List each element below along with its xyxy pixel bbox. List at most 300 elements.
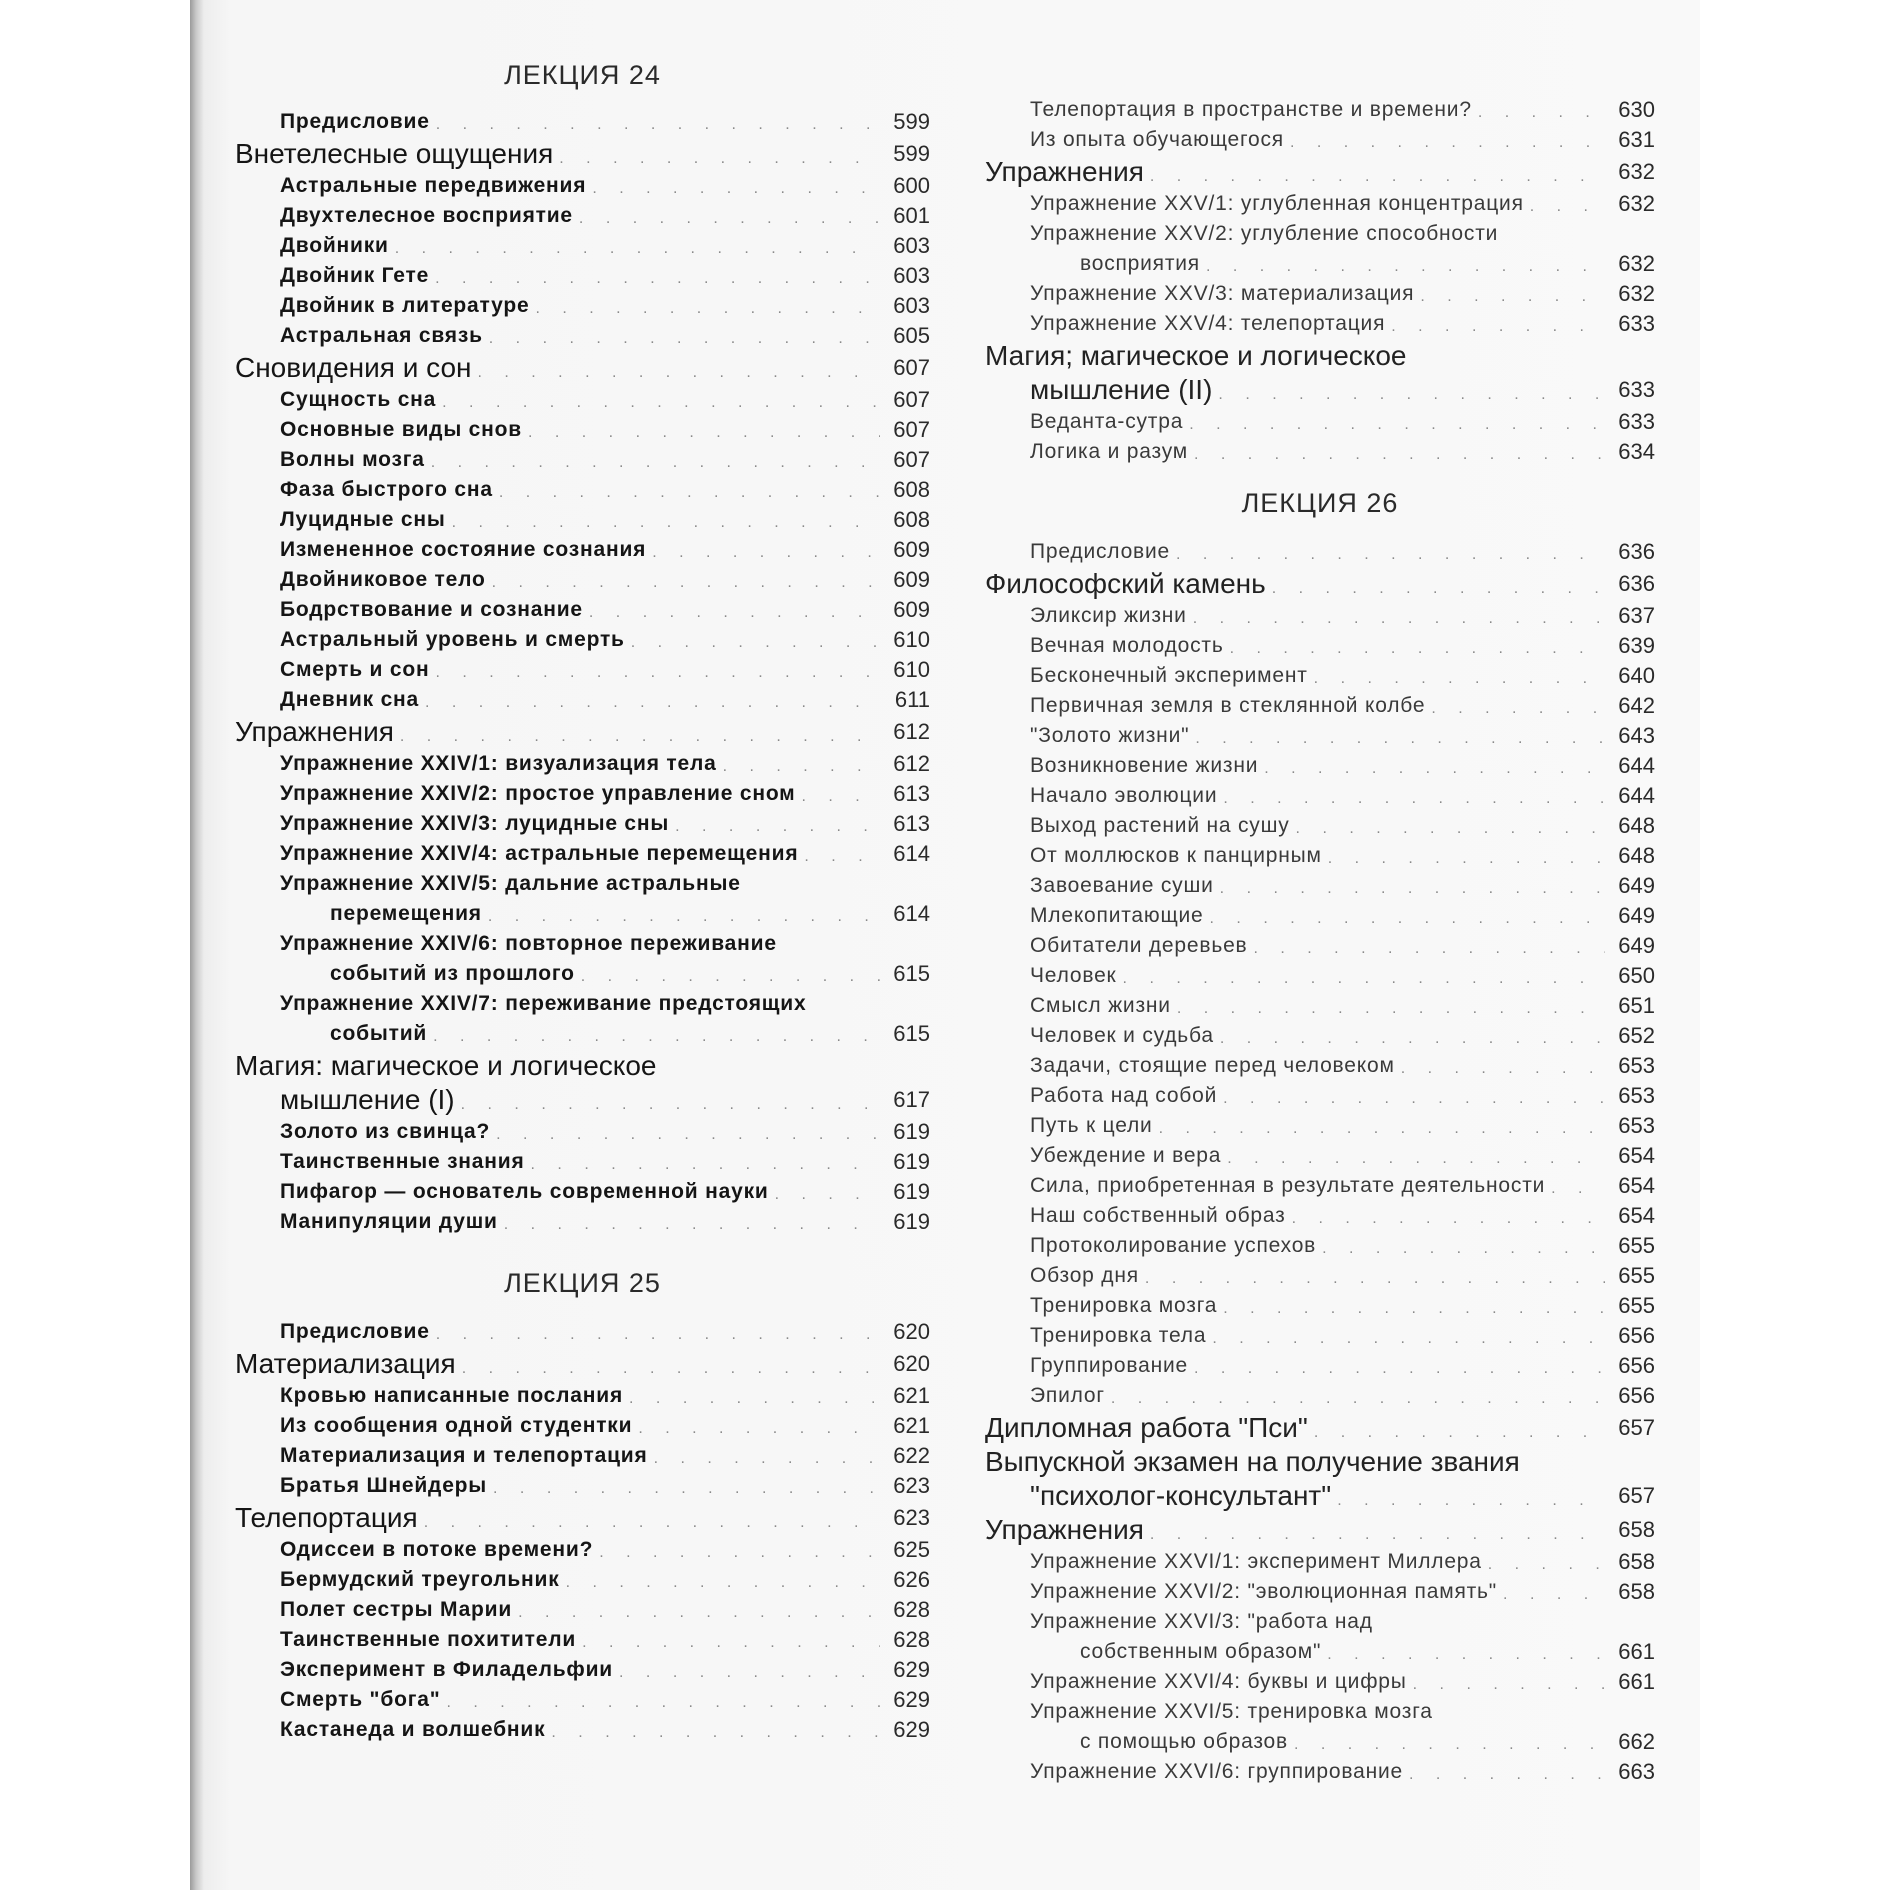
section-title: Дипломная работа "Пси" [985, 1412, 1308, 1443]
subsection-title: Материализация и телепортация [280, 1444, 648, 1467]
toc-entry[interactable] [235, 505, 930, 535]
dot-leader [435, 267, 880, 291]
page-number: 621 [893, 1383, 930, 1408]
subsection-title: Двойник в литературе [280, 294, 530, 317]
dot-leader [592, 177, 880, 201]
page-number: 658 [1618, 1549, 1655, 1574]
toc-entry[interactable] [235, 171, 930, 201]
dot-leader [452, 511, 880, 535]
dot-leader [723, 755, 880, 779]
page-number: 625 [893, 1537, 930, 1562]
dot-leader [496, 1123, 880, 1147]
subsection-title: Кровью написанные послания [280, 1384, 624, 1407]
toc-entry[interactable] [985, 811, 1655, 841]
page-number: 630 [1618, 97, 1655, 122]
page-number: 653 [1618, 1053, 1655, 1078]
toc-entry[interactable] [235, 1441, 930, 1471]
dot-leader [1159, 1117, 1605, 1141]
page-number: 599 [893, 141, 930, 166]
dot-leader [654, 1447, 880, 1471]
dot-leader [1420, 285, 1605, 309]
dot-leader [551, 1721, 880, 1745]
dot-leader [1431, 697, 1605, 721]
toc-entry-line [985, 339, 1655, 373]
page-number: 636 [1618, 571, 1655, 596]
dot-leader [1230, 637, 1605, 661]
subsection-title: Упражнение XXIV/3: луцидные сны [280, 812, 670, 835]
page-number: 603 [893, 263, 930, 288]
dot-leader [1194, 1357, 1605, 1381]
dot-leader [1150, 165, 1605, 189]
toc-entry[interactable] [235, 1019, 930, 1049]
toc-entry[interactable] [235, 1083, 930, 1117]
dot-leader [1327, 1643, 1605, 1667]
dot-leader [1314, 667, 1605, 691]
subsection-title: Логика и разум [1030, 440, 1188, 463]
page-number: 649 [1618, 873, 1655, 898]
dot-leader [528, 421, 880, 445]
dot-leader [581, 965, 880, 989]
toc-entry[interactable] [985, 931, 1655, 961]
toc-entry[interactable] [985, 279, 1655, 309]
page-number: 603 [893, 293, 930, 318]
page-number: 633 [1618, 409, 1655, 434]
page-number: 663 [1618, 1759, 1655, 1784]
subsection-title: Таинственные знания [280, 1150, 525, 1173]
page-number: 658 [1618, 1517, 1655, 1542]
toc-entry[interactable] [985, 189, 1655, 219]
subsection-title: Предисловие [280, 1320, 430, 1343]
dot-leader [1401, 1057, 1605, 1081]
subsection-title: Возникновение жизни [1030, 754, 1259, 777]
page-number: 612 [893, 751, 930, 776]
subsection-title: Таинственные похитители [280, 1628, 577, 1651]
dot-leader [400, 725, 880, 749]
toc-entry[interactable] [235, 1471, 930, 1501]
toc-entry[interactable] [985, 537, 1655, 567]
toc-entry[interactable] [235, 899, 930, 929]
page-number: 623 [893, 1473, 930, 1498]
toc-entry[interactable] [235, 1565, 930, 1595]
page-number: 661 [1618, 1639, 1655, 1664]
page-number: 636 [1618, 539, 1655, 564]
subsection-title: От моллюсков к панцирным [1030, 844, 1322, 867]
toc-entry[interactable] [235, 415, 930, 445]
subsection-title: Из сообщения одной студентки [280, 1414, 633, 1437]
dot-leader [1391, 315, 1605, 339]
dot-leader [1264, 757, 1605, 781]
toc-entry[interactable] [235, 291, 930, 321]
toc-entry[interactable] [235, 1207, 930, 1237]
page-number: 619 [893, 1209, 930, 1234]
dot-leader [1212, 1327, 1605, 1351]
dot-leader [1111, 1387, 1605, 1411]
page-number: 617 [893, 1087, 930, 1112]
dot-leader [531, 1153, 880, 1177]
toc-entry[interactable] [235, 1715, 930, 1745]
subsection-title: Обитатели деревьев [1030, 934, 1248, 957]
toc-entry[interactable] [985, 1261, 1655, 1291]
page-number: 608 [893, 477, 930, 502]
dot-leader [775, 1183, 880, 1207]
toc-entry[interactable] [235, 595, 930, 625]
subsection-title: Полет сестры Марии [280, 1598, 513, 1621]
page-number: 626 [893, 1567, 930, 1592]
subsection-title: Эпилог [1030, 1384, 1105, 1407]
entry-title-continuation: собственным образом" [1080, 1640, 1322, 1663]
subsection-title: Дневник сна [280, 688, 420, 711]
toc-entry[interactable] [985, 1411, 1655, 1445]
page-number: 654 [1618, 1173, 1655, 1198]
page-number: 620 [893, 1319, 930, 1344]
toc-entry[interactable] [985, 1637, 1655, 1667]
dot-leader [447, 1691, 881, 1715]
toc-entry[interactable] [985, 437, 1655, 467]
toc-entry[interactable] [985, 1081, 1655, 1111]
entry-title-continuation: событий из прошлого [330, 962, 575, 985]
toc-entry[interactable] [985, 1171, 1655, 1201]
toc-entry[interactable] [235, 351, 930, 385]
toc-entry[interactable] [985, 661, 1655, 691]
entry-title-continuation: перемещения [330, 902, 482, 925]
lecture-heading: ЛЕКЦИЯ 26 [1241, 488, 1399, 518]
toc-entry[interactable] [235, 959, 930, 989]
dot-leader [395, 237, 880, 261]
toc-entry[interactable] [235, 655, 930, 685]
subsection-title: Веданта-сутра [1030, 410, 1184, 433]
section-title: Выпускной экзамен на получение звания [985, 1446, 1520, 1477]
subsection-title: Задачи, стоящие перед человеком [1030, 1054, 1395, 1077]
page-number: 632 [1618, 191, 1655, 216]
section-title: Упражнения [235, 716, 394, 747]
lecture-heading: ЛЕКЦИЯ 24 [504, 60, 661, 90]
dot-leader [1194, 443, 1605, 467]
toc-entry-line [235, 989, 930, 1019]
toc-entry[interactable] [235, 321, 930, 351]
toc-entry[interactable] [985, 1321, 1655, 1351]
page-number: 633 [1618, 311, 1655, 336]
subsection-title: Упражнение XXVI/2: "эволюционная память" [1030, 1580, 1498, 1603]
page-number: 655 [1618, 1233, 1655, 1258]
page-number: 634 [1618, 439, 1655, 464]
dot-leader [1503, 1583, 1605, 1607]
subsection-title: Эликсир жизни [1030, 604, 1187, 627]
dot-leader [1223, 787, 1605, 811]
toc-entry[interactable] [985, 1381, 1655, 1411]
lecture-heading: ЛЕКЦИЯ 25 [504, 1268, 661, 1298]
page-number: 621 [893, 1413, 930, 1438]
toc-entry[interactable] [985, 1577, 1655, 1607]
subsection-title: Упражнение XXVI/5: тренировка мозга [1030, 1700, 1433, 1723]
toc-entry[interactable] [235, 1411, 930, 1441]
toc-entry[interactable] [985, 1351, 1655, 1381]
toc-entry[interactable] [985, 1291, 1655, 1321]
toc-entry[interactable] [235, 1147, 930, 1177]
page-number: 601 [893, 203, 930, 228]
subsection-title: Протоколирование успехов [1030, 1234, 1317, 1257]
section-title: Упражнения [985, 1514, 1144, 1545]
entry-title-continuation: восприятия [1080, 252, 1200, 275]
toc-entry[interactable] [985, 373, 1655, 407]
toc-list [985, 537, 1655, 1787]
subsection-title: Завоевание суши [1030, 874, 1214, 897]
subsection-title: Измененное состояние сознания [280, 538, 647, 561]
toc-entry[interactable] [235, 1655, 930, 1685]
subsection-title: Упражнение XXVI/6: группирование [1030, 1760, 1403, 1783]
dot-leader [1478, 101, 1605, 125]
toc-entry[interactable] [985, 901, 1655, 931]
toc-entry[interactable] [235, 231, 930, 261]
toc-entry[interactable] [985, 721, 1655, 751]
dot-leader [652, 541, 880, 565]
dot-leader [1292, 1207, 1605, 1231]
subsection-title: Основные виды снов [280, 418, 522, 441]
page-number: 657 [1618, 1483, 1655, 1508]
page-number: 642 [1618, 693, 1655, 718]
toc-entry[interactable] [985, 1051, 1655, 1081]
toc-entry[interactable] [985, 751, 1655, 781]
entry-title-continuation: с помощью образов [1080, 1730, 1288, 1753]
toc-entry[interactable] [985, 1231, 1655, 1261]
toc-entry-line [985, 1445, 1655, 1479]
toc-entry[interactable] [985, 1667, 1655, 1697]
subsection-title: Смысл жизни [1030, 994, 1171, 1017]
page-number: 629 [893, 1657, 930, 1682]
subsection-title: Упражнение XXIV/2: простое управление сном [280, 782, 796, 805]
dot-leader [1322, 1237, 1605, 1261]
entry-title-continuation: мышление (I) [280, 1084, 455, 1115]
toc-entry[interactable] [985, 961, 1655, 991]
page-number: 649 [1618, 933, 1655, 958]
dot-leader [804, 845, 880, 869]
subsection-title: Астральные передвижения [280, 174, 587, 197]
toc-entry[interactable] [985, 1141, 1655, 1171]
dot-leader [425, 691, 880, 715]
toc-entry-line [985, 219, 1655, 249]
page-number: 661 [1618, 1669, 1655, 1694]
toc-entry[interactable] [235, 1177, 930, 1207]
toc-entry[interactable] [985, 1513, 1655, 1547]
toc-entry[interactable] [235, 385, 930, 415]
page-number: 622 [893, 1443, 930, 1468]
toc-entry[interactable] [235, 1535, 930, 1565]
toc-entry[interactable] [235, 715, 930, 749]
book-page [190, 0, 1700, 1890]
toc-entry[interactable] [985, 1479, 1655, 1513]
toc-entry[interactable] [985, 249, 1655, 279]
toc-entry[interactable] [985, 1757, 1655, 1787]
page-number: 643 [1618, 723, 1655, 748]
toc-entry[interactable] [985, 95, 1655, 125]
toc-entry-line [235, 929, 930, 959]
dot-leader [1206, 255, 1605, 279]
dot-leader [1488, 1553, 1605, 1577]
toc-entry[interactable] [235, 809, 930, 839]
page-number: 609 [893, 567, 930, 592]
page-number: 629 [893, 1687, 930, 1712]
dot-leader [1218, 383, 1605, 407]
toc-entry[interactable] [985, 781, 1655, 811]
subsection-title: Предисловие [280, 110, 430, 133]
dot-leader [566, 1571, 880, 1595]
toc-entry[interactable] [985, 407, 1655, 437]
toc-entry[interactable] [235, 779, 930, 809]
page-number: 611 [894, 687, 930, 712]
page-number: 654 [1618, 1203, 1655, 1228]
page-number: 608 [893, 507, 930, 532]
page-number: 628 [893, 1597, 930, 1622]
subsection-title: "Золото жизни" [1030, 724, 1190, 747]
page-number: 615 [893, 961, 930, 986]
toc-entry[interactable] [235, 445, 930, 475]
dot-leader [436, 661, 881, 685]
subsection-title: Упражнение XXVI/3: "работа над [1030, 1610, 1373, 1633]
toc-entry-line [985, 1697, 1655, 1727]
toc-entry[interactable] [985, 1547, 1655, 1577]
dot-leader [579, 207, 880, 231]
toc-entry[interactable] [985, 309, 1655, 339]
dot-leader [638, 1417, 880, 1441]
toc-entry[interactable] [235, 749, 930, 779]
page-number: 651 [1618, 993, 1655, 1018]
toc-entry[interactable] [985, 1021, 1655, 1051]
subsection-title: Волны мозга [280, 448, 425, 471]
subsection-title: Путь к цели [1030, 1114, 1153, 1137]
page-number: 610 [893, 627, 930, 652]
toc-entry[interactable] [235, 839, 930, 869]
dot-leader [442, 391, 880, 415]
dot-leader [1328, 847, 1605, 871]
page-number: 599 [893, 109, 930, 134]
dot-leader [1210, 907, 1605, 931]
toc-entry[interactable] [235, 1685, 930, 1715]
section-title: Магия: магическое и логическое [235, 1050, 657, 1081]
subsection-title: Упражнение XXIV/6: повторное переживание [280, 932, 777, 955]
subsection-title: Бермудский треугольник [280, 1568, 560, 1591]
toc-entry[interactable] [235, 685, 930, 715]
toc-entry[interactable] [235, 1347, 930, 1381]
dot-leader [1223, 1297, 1605, 1321]
toc-entry[interactable] [235, 625, 930, 655]
subsection-title: Бесконечный эксперимент [1030, 664, 1308, 687]
subsection-title: Тренировка мозга [1030, 1294, 1218, 1317]
page-number: 656 [1618, 1383, 1655, 1408]
subsection-title: Упражнение XXV/2: углубление способности [1030, 222, 1499, 245]
dot-leader [1254, 937, 1606, 961]
dot-leader [589, 601, 880, 625]
dot-leader [433, 1025, 880, 1049]
section-title: Материализация [235, 1348, 456, 1379]
toc-entry[interactable] [985, 691, 1655, 721]
page-number: 632 [1618, 251, 1655, 276]
dot-leader [504, 1213, 880, 1237]
dot-leader [1296, 817, 1605, 841]
dot-leader [1177, 997, 1605, 1021]
toc-entry[interactable] [235, 261, 930, 291]
toc-entry-line [235, 1049, 930, 1083]
toc-entry[interactable] [985, 125, 1655, 155]
section-title: Магия; магическое и логическое [985, 340, 1407, 371]
toc-entry[interactable] [985, 1201, 1655, 1231]
toc-list [235, 107, 930, 1237]
subsection-title: Упражнение XXV/1: углубленная концентрация [1030, 192, 1524, 215]
page-number: 619 [893, 1119, 930, 1144]
subsection-title: Астральный уровень и смерть [280, 628, 625, 651]
toc-entry[interactable] [235, 137, 930, 171]
toc-entry[interactable] [985, 567, 1655, 601]
dot-leader [1220, 1027, 1605, 1051]
dot-leader [1193, 607, 1605, 631]
page-number: 652 [1618, 1023, 1655, 1048]
subsection-title: Обзор дня [1030, 1264, 1139, 1287]
toc-entry[interactable] [985, 601, 1655, 631]
page-number: 653 [1618, 1083, 1655, 1108]
toc-entry[interactable] [235, 565, 930, 595]
entry-title-continuation: событий [330, 1022, 428, 1045]
dot-leader [499, 481, 880, 505]
dot-leader [631, 631, 880, 655]
dot-leader [582, 1631, 880, 1655]
dot-leader [1290, 131, 1605, 155]
toc-entry[interactable] [985, 631, 1655, 661]
toc-entry[interactable] [985, 841, 1655, 871]
subsection-title: Луцидные сны [280, 508, 446, 531]
subsection-title: Из опыта обучающегося [1030, 128, 1284, 151]
toc-entry[interactable] [985, 991, 1655, 1021]
dot-leader [619, 1661, 880, 1685]
section-title: Внетелесные ощущения [235, 138, 554, 169]
dot-leader [436, 1323, 880, 1347]
toc-entry[interactable] [985, 1111, 1655, 1141]
toc-entry[interactable] [235, 1501, 930, 1535]
toc-entry[interactable] [985, 155, 1655, 189]
toc-left-column [235, 55, 930, 1745]
toc-entry[interactable] [235, 1625, 930, 1655]
toc-entry[interactable] [985, 1727, 1655, 1757]
dot-leader [1223, 1087, 1605, 1111]
page-number: 632 [1618, 281, 1655, 306]
toc-entry[interactable] [235, 1381, 930, 1411]
toc-entry[interactable] [235, 1117, 930, 1147]
dot-leader [1189, 413, 1605, 437]
subsection-title: Вечная молодость [1030, 634, 1224, 657]
dot-leader [599, 1541, 880, 1565]
page-number: 640 [1618, 663, 1655, 688]
toc-entry[interactable] [235, 1595, 930, 1625]
toc-entry[interactable] [235, 1317, 930, 1347]
toc-entry[interactable] [985, 871, 1655, 901]
dot-leader [1272, 577, 1605, 601]
page-number: 619 [893, 1149, 930, 1174]
toc-entry[interactable] [235, 475, 930, 505]
entry-title-continuation: "психолог-консультант" [1030, 1480, 1332, 1511]
subsection-title: Тренировка тела [1030, 1324, 1207, 1347]
page-number: 607 [893, 417, 930, 442]
subsection-title: Астральная связь [280, 324, 483, 347]
page-number: 609 [893, 597, 930, 622]
toc-entry[interactable] [235, 107, 930, 137]
subsection-title: Двухтелесное восприятие [280, 204, 573, 227]
section-title: Сновидения и сон [235, 352, 472, 383]
subsection-title: Упражнение XXVI/4: буквы и цифры [1030, 1670, 1407, 1693]
toc-entry[interactable] [235, 535, 930, 565]
page-number: 619 [893, 1179, 930, 1204]
subsection-title: Упражнение XXIV/5: дальние астральные [280, 872, 741, 895]
toc-entry[interactable] [235, 201, 930, 231]
subsection-title: Смерть и сон [280, 658, 430, 681]
subsection-title: Сила, приобретенная в результате деятельности [1030, 1174, 1546, 1197]
subsection-title: Наш собственный образ [1030, 1204, 1286, 1227]
